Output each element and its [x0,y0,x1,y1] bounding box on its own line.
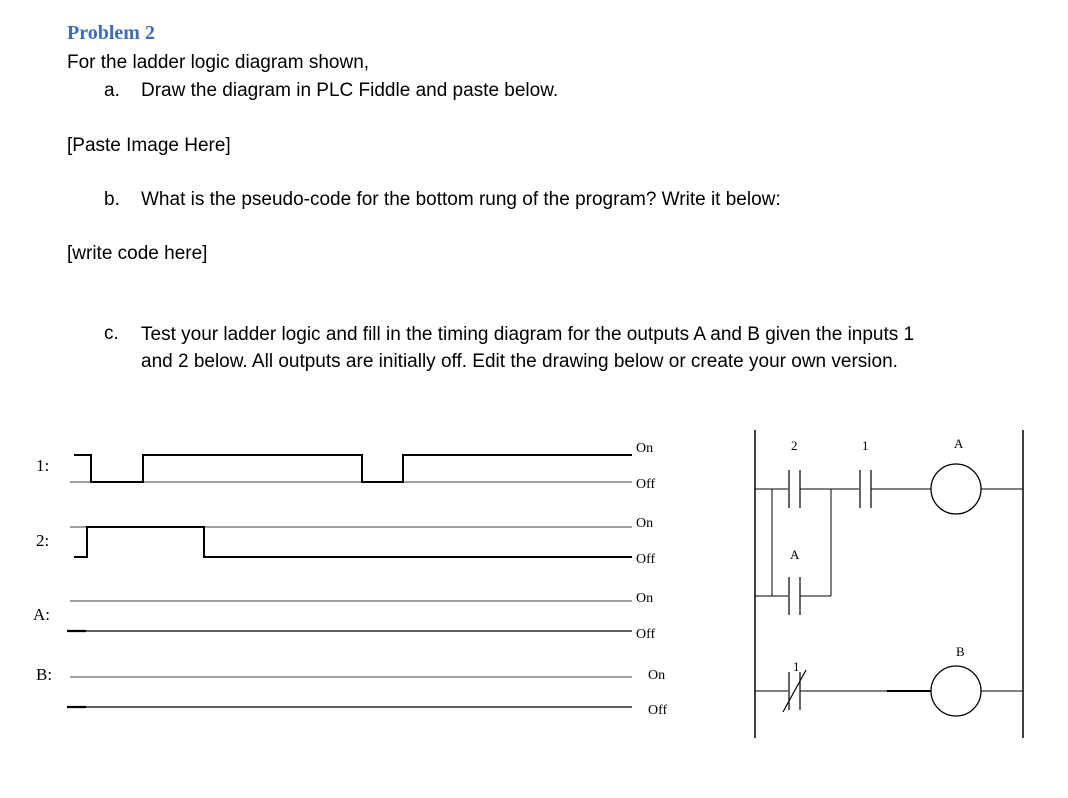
signal-1-label: 1: [36,456,50,475]
problem-title: Problem 2 [67,22,155,44]
signal-2-on: On [636,516,654,531]
item-b-text: What is the pseudo-code for the bottom rung of the program? Write it below: [141,189,781,210]
signal-a-label: A: [33,605,50,624]
timing-diagram[interactable] [33,441,668,718]
paste-image-placeholder[interactable]: [Paste Image Here] [67,135,231,156]
coil-a-label: A [954,436,964,451]
signal-b-label: B: [36,665,53,684]
rung-1 [755,464,1023,514]
problem-intro: For the ladder logic diagram shown, [67,52,370,73]
signal-2-off: Off [636,552,656,567]
contact-1-label: 1 [862,438,869,453]
item-c-line2: and 2 below. All outputs are initially off. Edit the drawing below or create your own version. [141,351,898,372]
signal-1-waveform [74,455,632,482]
item-c-line1: Test your ladder logic and fill in the timing diagram for the outputs A and B given the inputs 1 [141,324,915,345]
signal-a-on: On [636,591,654,606]
write-code-placeholder[interactable]: [write code here] [67,243,208,264]
item-a-text: Draw the diagram in PLC Fiddle and paste below. [141,80,559,101]
contact-2-label: 2 [791,438,798,453]
signal-b-on: On [648,668,666,683]
contact-1-no [860,470,871,508]
signal-a-off: Off [636,627,656,642]
coil-a [931,464,981,514]
contact-1-nc-label: 1 [793,659,800,674]
signal-2-waveform [74,527,632,557]
contact-a-label: A [790,547,800,562]
contact-a-no [789,577,800,615]
item-b-marker: b. [104,189,120,210]
coil-b [931,666,981,716]
signal-2-row [36,516,656,567]
contact-2-no [789,470,800,508]
signal-1-row [36,441,656,492]
signal-1-off: Off [636,477,656,492]
signal-b-row [36,665,668,718]
coil-b-label: B [956,644,965,659]
signal-a-row [33,591,656,642]
ladder-diagram[interactable] [755,430,1023,738]
item-a-marker: a. [104,80,120,101]
item-c-marker: c. [104,323,119,344]
signal-1-on: On [636,441,654,456]
signal-2-label: 2: [36,531,50,550]
signal-b-off: Off [648,703,668,718]
